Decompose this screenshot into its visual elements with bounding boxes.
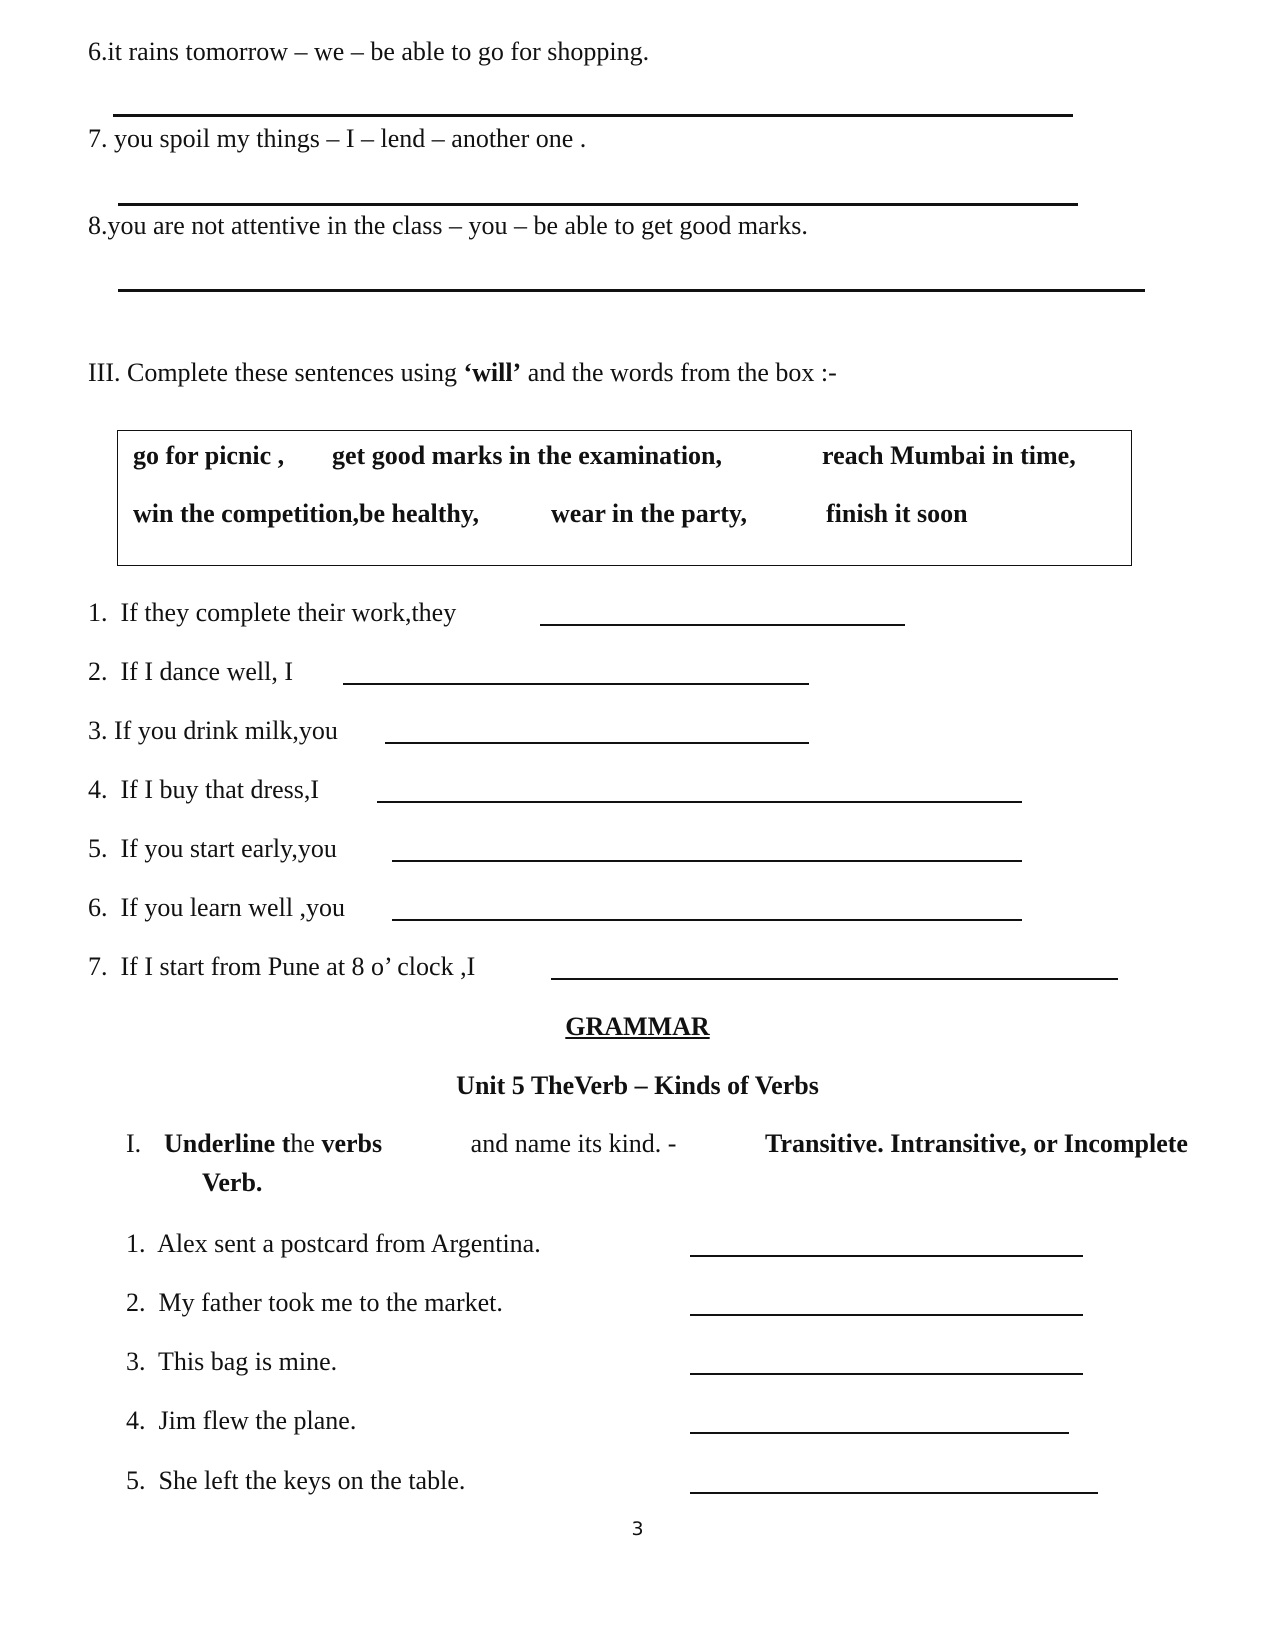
word-option: wear in the party, xyxy=(551,499,747,528)
answer-blank[interactable] xyxy=(690,1432,1069,1434)
list-item: 3. If you drink milk,you xyxy=(88,716,338,745)
list-item: 3. This bag is mine. xyxy=(126,1347,338,1376)
list-item: 4. Jim flew the plane. xyxy=(126,1406,357,1435)
list-item: 6. If you learn well ,you xyxy=(88,893,346,922)
answer-blank[interactable] xyxy=(690,1492,1098,1494)
list-item: 4. If I buy that dress,I xyxy=(88,775,320,804)
answer-blank[interactable] xyxy=(551,978,1118,980)
word-box xyxy=(117,430,1132,566)
answer-blank[interactable] xyxy=(540,624,905,626)
list-item: 7. If I start from Pune at 8 o’ clock ,I xyxy=(88,952,476,981)
answer-blank[interactable] xyxy=(392,919,1022,921)
answer-blank[interactable] xyxy=(690,1255,1083,1257)
answer-blank[interactable] xyxy=(377,801,1022,803)
word-option: reach Mumbai in time, xyxy=(822,441,1076,470)
unit-title: Unit 5 TheVerb – Kinds of Verbs xyxy=(456,1071,819,1100)
list-item: 2. If I dance well, I xyxy=(88,657,294,686)
word-option: go for picnic , xyxy=(133,441,285,470)
answer-line-6[interactable] xyxy=(113,114,1073,117)
section-3-instruction: III. Complete these sentences using ‘will’ and the words from the box :- xyxy=(88,358,837,387)
grammar-instruction-number: I. xyxy=(126,1129,142,1158)
exercise-item-6: 6.it rains tomorrow – we – be able to go for shopping. xyxy=(88,37,650,66)
answer-blank[interactable] xyxy=(385,742,809,744)
word-option: win the competition,be healthy, xyxy=(133,499,479,528)
exercise-item-8: 8.you are not attentive in the class – you – be able to get good marks. xyxy=(88,211,808,240)
answer-blank[interactable] xyxy=(343,683,809,685)
word-option: finish it soon xyxy=(826,499,968,528)
word-box-row-1 xyxy=(133,441,1123,475)
answer-line-8[interactable] xyxy=(118,289,1145,292)
word-option: get good marks in the examination, xyxy=(332,441,722,470)
answer-line-7[interactable] xyxy=(118,203,1078,206)
list-item: 2. My father took me to the market. xyxy=(126,1288,503,1317)
grammar-instruction-continued: Verb. xyxy=(202,1168,263,1197)
word-box-row-2 xyxy=(133,499,1123,533)
list-item: 5. If you start early,you xyxy=(88,834,337,863)
section-heading: GRAMMAR xyxy=(565,1012,710,1041)
list-item: 1. If they complete their work,they xyxy=(88,598,457,627)
list-item: 5. She left the keys on the table. xyxy=(126,1466,466,1495)
list-item: 1. Alex sent a postcard from Argentina. xyxy=(126,1229,541,1258)
answer-blank[interactable] xyxy=(690,1373,1083,1375)
answer-blank[interactable] xyxy=(392,860,1022,862)
page-number: 3 xyxy=(631,1518,644,1540)
answer-blank[interactable] xyxy=(690,1314,1083,1316)
grammar-instruction: Underline the verbs and name its kind. - Transitive. Intransitive, or Incomplete xyxy=(164,1129,1188,1158)
exercise-item-7: 7. you spoil my things – I – lend – another one . xyxy=(88,124,587,153)
